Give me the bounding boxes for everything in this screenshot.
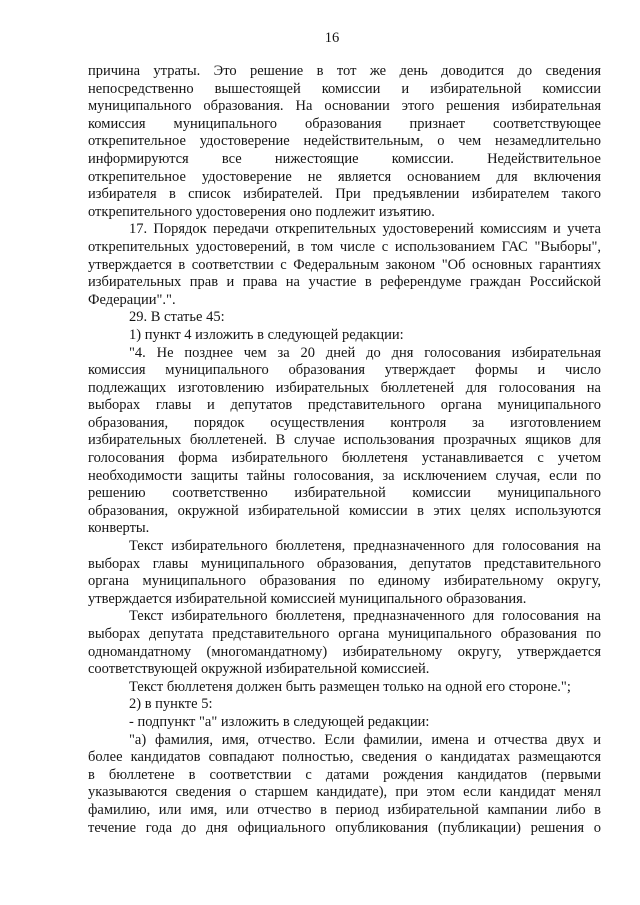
text-line: муниципального образования. На основании этого решения избирательная	[88, 98, 601, 115]
text-line: выборах главы и депутатов представительного органа муниципального	[88, 397, 601, 414]
paragraph	[88, 221, 601, 309]
text-line: открепительное удостоверение недействительным, о чем незамедлительно	[88, 133, 601, 150]
text-line: необходимости защиты тайны голосования, за исключением случая, если по	[88, 467, 601, 484]
text-line: Федерации".".	[88, 291, 176, 308]
text-line: утверждается в соответствии с Федеральным законом "Об основных гарантиях	[88, 256, 601, 273]
paragraph	[88, 608, 601, 678]
text-line: 1) пункт 4 изложить в следующей редакции:	[129, 326, 404, 343]
text-line: утверждается избирательной комиссией муниципального образования.	[88, 590, 527, 607]
text-line: в бюллетене в соответствии с датами рождения кандидатов (первыми	[88, 766, 601, 783]
text-line: причина утраты. Это решение в тот же день доводится до сведения	[88, 63, 601, 79]
text-line: открепительного удостоверения оно подлежит изъятию.	[88, 203, 435, 220]
text-line: соответствующей окружной избирательной комиссией.	[88, 661, 430, 678]
paragraph	[88, 327, 601, 345]
text-line: голосования форма избирательного бюллетеня устанавливается с учетом	[88, 450, 601, 467]
text-line: "а) фамилия, имя, отчество. Если фамилии, имена и отчества двух и	[129, 731, 601, 748]
text-line: Текст избирательного бюллетеня, предназначенного для голосования на	[129, 538, 601, 555]
paragraph	[88, 63, 601, 221]
text-line: непосредственно вышестоящей комиссии и избирательной комиссии	[88, 80, 601, 97]
text-line: выборах главы муниципального образования, депутатов представительного	[88, 555, 601, 572]
text-line: избирательных бюллетеней. В случае использования прозрачных ящиков для	[88, 432, 601, 449]
text-line: открепительное удостоверение не является основанием для включения	[88, 168, 601, 185]
text-line: одномандатному (многомандатному) избирательному округу, утверждается	[88, 643, 601, 660]
text-line: 29. В статье 45:	[129, 309, 225, 326]
text-line: Текст избирательного бюллетеня, предназначенного для голосования на	[129, 608, 601, 625]
text-line: более кандидатов совпадают полностью, сведения о кандидатах размещаются	[88, 749, 601, 766]
text-line: 17. Порядок передачи открепительных удостоверений комиссиям и учета	[129, 221, 601, 238]
text-line: - подпункт "а" изложить в следующей редакции:	[129, 713, 430, 730]
text-line: комиссия муниципального образования утверждает формы и число	[88, 362, 601, 379]
text-line: фамилию, или имя, или отчество в период избирательной кампании либо в	[88, 801, 601, 818]
text-line: избирателя в список избирателей. При предъявлении избирателем такого	[88, 186, 601, 203]
text-line: информируются все нижестоящие комиссии. Недействительное	[88, 150, 601, 167]
document-body	[88, 63, 601, 837]
text-line: образования, порядок осуществления контроля за изготовлением	[88, 414, 601, 431]
paragraph	[88, 345, 601, 539]
text-line: течение года до дня официального опубликования (публикации) решения о	[88, 819, 601, 836]
text-line: Текст бюллетеня должен быть размещен только на одной его стороне.";	[129, 678, 571, 695]
paragraph	[88, 732, 601, 838]
paragraph	[88, 714, 601, 732]
text-line: решению соответственно избирательной комиссии муниципального	[88, 485, 601, 502]
text-line: образования, окружной избирательной комиссии в этих целях используются	[88, 502, 601, 519]
text-line: 2) в пункте 5:	[129, 696, 213, 713]
text-line: "4. Не позднее чем за 20 дней до дня голосования избирательная	[129, 344, 601, 361]
text-line: избирательных прав и права на участие в референдуме граждан Российской	[88, 274, 601, 291]
paragraph	[88, 679, 601, 697]
page-number: 16	[324, 30, 340, 46]
text-line: подлежащих изготовлению избирательных бюллетеней для голосования на	[88, 379, 601, 396]
text-line: органа муниципального образования по единому избирательному округу,	[88, 573, 601, 590]
text-line: открепительных удостоверений, в том числе с использованием ГАС "Выборы",	[88, 238, 601, 255]
text-line: выборах депутата представительного органа муниципального образования по	[88, 626, 601, 642]
text-line: комиссия муниципального образования признает соответствующее	[88, 115, 601, 132]
text-line: конверты.	[88, 520, 150, 537]
paragraph	[88, 309, 601, 327]
text-line: указываются сведения о старшем кандидате), при этом если кандидат менял	[88, 784, 601, 801]
paragraph	[88, 538, 601, 608]
paragraph	[88, 696, 601, 714]
